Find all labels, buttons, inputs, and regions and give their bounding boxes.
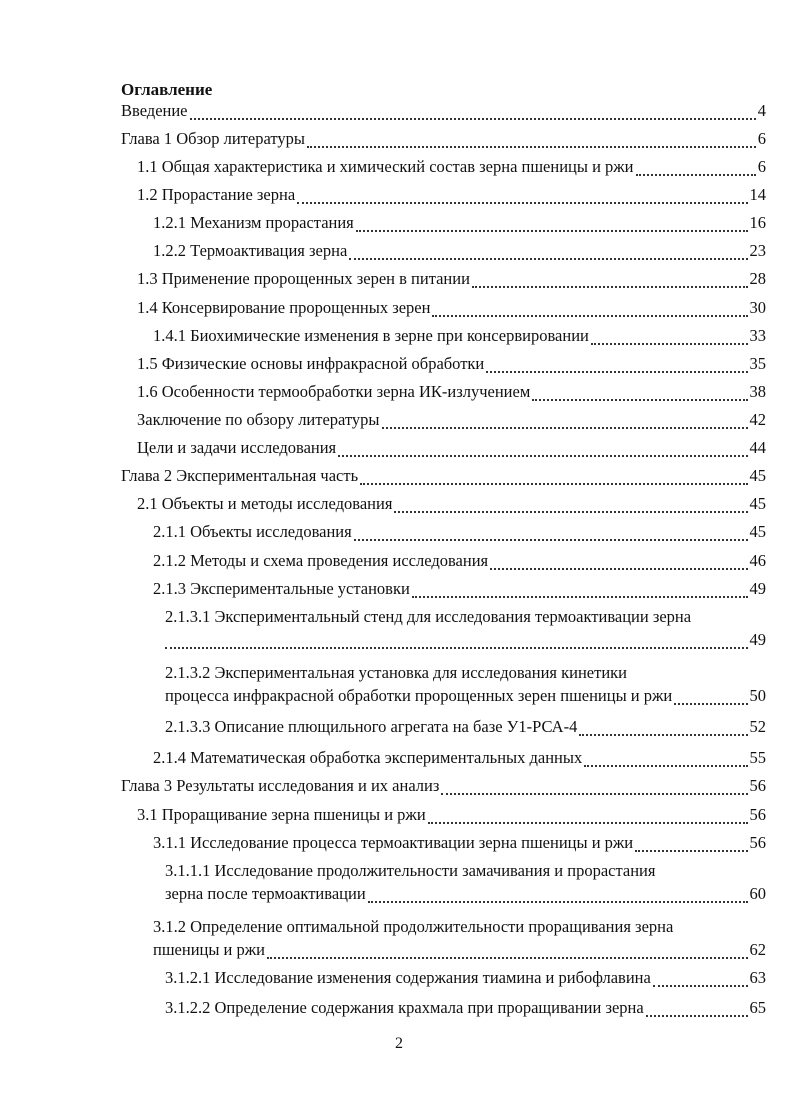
toc-entry-page: 60	[749, 884, 766, 903]
toc-entry-title: 1.1 Общая характеристика и химический состав зерна пшеницы и ржи	[137, 157, 634, 176]
toc-entry[interactable]	[153, 833, 766, 853]
toc-entry-page: 14	[749, 185, 766, 204]
toc-entry[interactable]	[137, 269, 766, 289]
toc-entry-page: 30	[749, 298, 766, 317]
toc-entry[interactable]	[121, 129, 766, 149]
dot-leader	[428, 804, 748, 824]
dot-leader	[412, 578, 748, 598]
dot-leader	[190, 100, 756, 120]
toc-entry-title: 1.4 Консервирование пророщенных зерен	[137, 298, 431, 317]
toc-entry-title: 1.4.1 Биохимические изменения в зерне при консервировании	[153, 326, 589, 345]
toc-entry[interactable]	[137, 185, 766, 205]
dot-leader	[490, 550, 747, 570]
toc-entry[interactable]	[121, 101, 766, 121]
dot-leader	[646, 997, 748, 1017]
toc-entry-title: Заключение по обзору литературы	[137, 410, 380, 429]
toc-entry[interactable]	[153, 522, 766, 542]
toc-entry-title: Введение	[121, 101, 188, 120]
toc-entry-title: 3.1 Проращивание зерна пшеницы и ржи	[137, 805, 426, 824]
toc-entry[interactable]	[153, 551, 766, 571]
toc-entry-page: 45	[749, 494, 766, 513]
toc-entry-page: 6	[757, 157, 766, 176]
toc-entry-title: 1.6 Особенности термообработки зерна ИК-излучением	[137, 382, 531, 401]
toc-entry-page: 42	[749, 410, 766, 429]
toc-entry[interactable]	[137, 298, 766, 318]
toc-entry-page: 45	[749, 466, 766, 485]
toc-entry[interactable]	[137, 494, 766, 514]
toc-entry-title: 3.1.2.1 Исследование изменения содержания тиамина и рибофлавина	[165, 968, 651, 987]
toc-entry-title: 2.1.3 Экспериментальные установки	[153, 579, 410, 598]
toc-entry-page: 55	[749, 748, 766, 767]
toc-entry-page: 56	[749, 776, 766, 795]
toc-entry-title: 3.1.2.2 Определение содержания крахмала при проращивании зерна	[165, 998, 644, 1017]
toc-entry-page: 46	[749, 551, 766, 570]
toc-entry-title: 2.1.4 Математическая обработка экспериментальных данных	[153, 748, 583, 767]
dot-leader	[360, 465, 747, 485]
toc-entry[interactable]	[153, 213, 766, 233]
dot-leader	[338, 437, 747, 457]
toc-entry-page: 35	[749, 354, 766, 373]
toc-entry-page: 16	[749, 213, 766, 232]
dot-leader	[297, 184, 747, 204]
toc-entry-page: 44	[749, 438, 766, 457]
toc-entry-title: 2.1 Объекты и методы исследования	[137, 494, 393, 513]
dot-leader	[674, 685, 747, 705]
toc-entry-page: 28	[749, 269, 766, 288]
toc-entry[interactable]	[165, 686, 766, 706]
toc-entry-page: 38	[749, 382, 766, 401]
toc-entry[interactable]	[165, 630, 766, 650]
toc-entry[interactable]	[137, 382, 766, 402]
toc-entry-title[interactable]: 3.1.1.1 Исследование продолжительности замачивания и прорастания	[165, 861, 656, 880]
toc-entry-title-continued: пшеницы и ржи	[153, 940, 265, 959]
page-number: 2	[395, 1035, 403, 1052]
toc-entry-title: 2.1.2 Методы и схема проведения исследования	[153, 551, 489, 570]
toc-heading: Оглавление	[121, 80, 213, 99]
dot-leader	[441, 775, 747, 795]
toc-entry-title: Глава 1 Обзор литературы	[121, 129, 305, 148]
dot-leader	[532, 381, 747, 401]
toc-entry-title: Глава 2 Экспериментальная часть	[121, 466, 359, 485]
toc-entry[interactable]	[153, 748, 766, 768]
toc-entry[interactable]	[121, 466, 766, 486]
dot-leader	[486, 353, 747, 373]
toc-entry-page: 65	[749, 998, 766, 1017]
toc-entry-title: 1.2.2 Термоактивация зерна	[153, 241, 348, 260]
dot-leader	[472, 268, 748, 288]
toc-entry-page: 23	[749, 241, 766, 260]
toc-entry-page: 33	[749, 326, 766, 345]
toc-entry-title[interactable]: 3.1.2 Определение оптимальной продолжительности проращивания зерна	[153, 917, 674, 936]
dot-leader	[432, 297, 747, 317]
toc-entry-page: 45	[749, 522, 766, 541]
toc-entry-page: 56	[749, 833, 766, 852]
toc-entry[interactable]	[153, 241, 766, 261]
toc-entry-page: 49	[749, 630, 766, 649]
toc-entry[interactable]	[153, 579, 766, 599]
dot-leader	[653, 967, 748, 987]
toc-entry[interactable]	[165, 884, 766, 904]
dot-leader	[354, 521, 748, 541]
toc-entry[interactable]	[165, 968, 766, 988]
toc-entry-page: 50	[749, 686, 766, 705]
toc-entry-page: 6	[757, 129, 766, 148]
toc-entry[interactable]	[137, 410, 766, 430]
dot-leader	[584, 747, 747, 767]
dot-leader	[382, 409, 748, 429]
dot-leader	[349, 240, 747, 260]
toc-entry[interactable]	[137, 157, 766, 177]
toc-entry[interactable]	[165, 998, 766, 1018]
toc-entry-title: 1.2 Прорастание зерна	[137, 185, 296, 204]
dot-leader	[307, 128, 756, 148]
toc-entry-page: 49	[749, 579, 766, 598]
toc-entry-title: 1.5 Физические основы инфракрасной обработки	[137, 354, 485, 373]
toc-entry-title[interactable]: 2.1.3.2 Экспериментальная установка для исследования кинетики	[165, 663, 628, 682]
dot-leader	[591, 325, 748, 345]
toc-entry-title: Глава 3 Результаты исследования и их анализ	[121, 776, 440, 795]
toc-entry-title: 2.1.3.3 Описание плющильного агрегата на базе У1-РСА-4	[165, 717, 578, 736]
toc-entry-title[interactable]: 2.1.3.1 Экспериментальный стенд для исследования термоактивации зерна	[165, 607, 692, 626]
toc-entry[interactable]	[165, 717, 766, 737]
dot-leader	[579, 716, 747, 736]
toc-entry-title-continued: зерна после термоактивации	[165, 884, 366, 903]
toc-entry-title: 3.1.1 Исследование процесса термоактивации зерна пшеницы и ржи	[153, 833, 634, 852]
toc-entry[interactable]	[137, 438, 766, 458]
toc-entry-title: Цели и задачи исследования	[137, 438, 337, 457]
toc-entry-page: 62	[749, 940, 766, 959]
dot-leader	[368, 883, 748, 903]
dot-leader	[356, 212, 748, 232]
toc-entry-page: 63	[749, 968, 766, 987]
toc-entry-title: 2.1.1 Объекты исследования	[153, 522, 352, 541]
toc-entry[interactable]	[153, 326, 766, 346]
toc-entry[interactable]	[121, 776, 766, 796]
toc-entry-page: 4	[757, 101, 766, 120]
toc-entry[interactable]	[137, 354, 766, 374]
toc-entry-title: 1.2.1 Механизм прорастания	[153, 213, 354, 232]
toc-entry-title-continued: процесса инфракрасной обработки пророщенных зерен пшеницы и ржи	[165, 686, 673, 705]
dot-leader	[635, 832, 747, 852]
toc-entry-page: 52	[749, 717, 766, 736]
dot-leader	[394, 493, 747, 513]
dot-leader	[636, 156, 756, 176]
toc-entry[interactable]	[137, 805, 766, 825]
dot-leader	[267, 939, 748, 959]
toc-entry-page: 56	[749, 805, 766, 824]
toc-entry-title: 1.3 Применение пророщенных зерен в питании	[137, 269, 470, 288]
toc-entry[interactable]	[153, 940, 766, 960]
dot-leader	[165, 629, 748, 649]
